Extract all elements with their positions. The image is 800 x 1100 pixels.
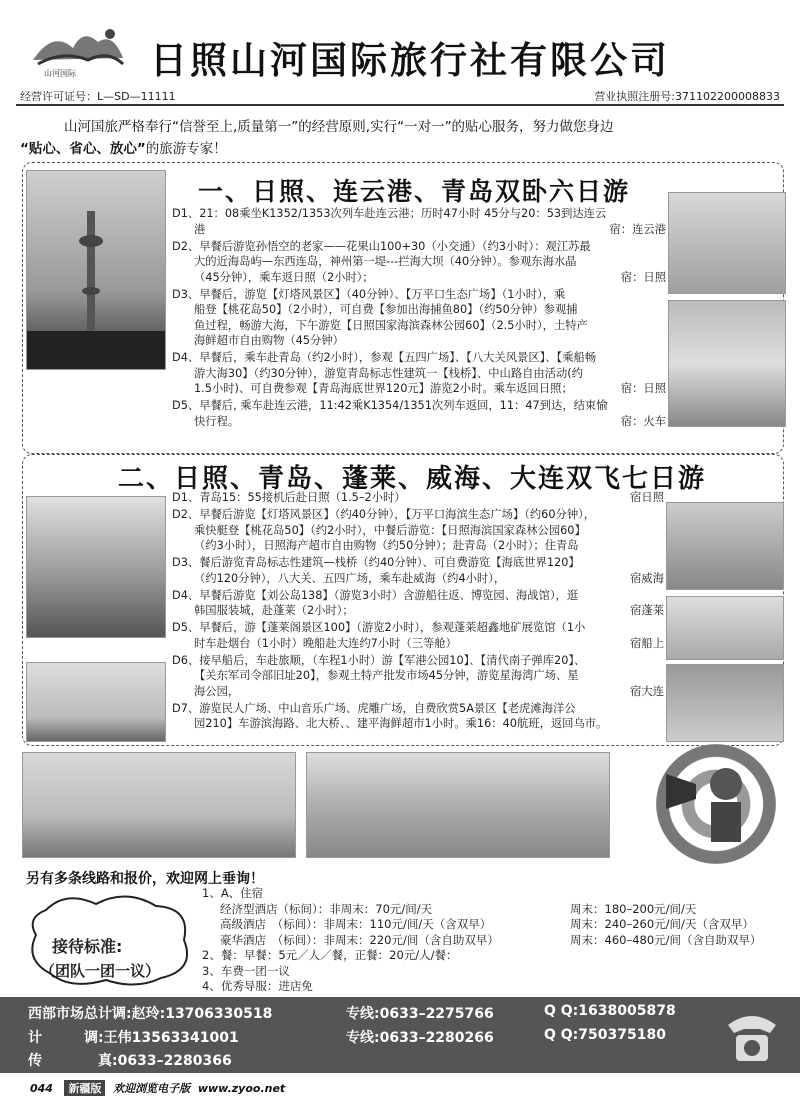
hotel-economy: 经济型酒店（标间）：非周末：70元/间/天 [220,901,433,916]
route-2-day-4-line [172,588,664,604]
hotel-luxury-weekend: 周末：460–480元/间（含自助双早） [570,932,762,947]
day-text: 鱼过程，畅游大海，下午游览【日照国家海滨森林公园60】（2.5小时），土特产 [194,318,588,332]
day-text: 早餐后，游【蓬莱阁景区100】（游览2小时），参观蓬莱超鑫地矿展览馆（1小 [199,621,586,634]
more-routes-notice: 另有多条线路和报价，欢迎网上垂询！ [26,871,264,887]
route-2-day-6-line [172,653,664,669]
day-text: 游览民人广场、中山音乐广场、虎雕广场，自费欣赏5A景区【老虎滩海洋公 [199,701,576,715]
beach-photo [668,300,786,427]
route-1-day-3-line [172,302,666,318]
tv-tower-photo [26,170,166,370]
route-1-itinerary [172,206,666,446]
route-1-day-1-line [172,222,666,238]
bridge-photo [666,664,784,742]
day-text: 接早船后，车赴旅顺，（车程1小时）游【军港公园10】、【清代南子弹库20】、 [199,653,586,667]
hotel-premium-weekend: 周末：240–260元/间/天（含双早） [570,917,754,931]
sail-sculpture-photo [668,192,786,294]
route-2-day-7-line [172,701,664,717]
mountain-photo [666,502,784,590]
route-2-day-2 [172,507,664,554]
day-text: （约3小时），日照海产超市自由购物（约50分钟）；赴青岛（2小时）；住青岛 [194,539,579,552]
route-1-day-5-line [172,414,666,430]
standard-line-guide: 4、优秀导服：进店免 [202,979,313,993]
day-stay: 宿：火车 [620,414,666,428]
intro-text [20,116,790,160]
company-logo [28,20,128,68]
tower-icon [27,171,165,369]
day-stay: 宿：日照 [620,382,666,395]
contact-row-1-name: 西部市场总计调:赵玲:13706330518 [28,1006,273,1022]
day-label: D2、 [172,239,200,253]
route-1-day-2 [172,239,666,286]
route-1-day-4-line [172,350,666,366]
day-label: D4、 [172,351,200,364]
hotel-premium: 高级酒店 （标间）：非周末：110元/间/天（含双早） [220,917,492,931]
route-2-day-3-line [172,571,664,587]
route-2-day-6-line [172,684,664,700]
route-1-day-4 [172,350,666,397]
route-2-day-6 [172,653,664,700]
day-text: 乘快艇登【桃花岛50】（约2小时），中餐后游览：【日照海滨国家森林公园60】 [194,523,586,537]
day-label: D5、 [172,621,200,634]
buddha-photo [26,496,166,638]
hotel-luxury: 豪华酒店 （标间）：非周末：220元/间（含自助双早） [220,932,499,947]
route-1-day-1 [172,206,666,237]
route-1-day-2-line [172,239,666,255]
day-text: 大的近海岛屿—东西连岛，神州第一堤---拦海大坝（40分钟）。参观东海水晶 [194,255,577,268]
telephone-icon [720,1005,784,1067]
contact-row-1-qq: Q Q:1638005878 [544,1003,676,1019]
reception-standard-badge [26,890,196,990]
standard-line-vehicle: 3、车费一团一议 [202,963,290,978]
route-1-day-3-line [172,287,666,303]
day-text: 早餐后游览【刘公岛138】（游览3小时）含游船往返、博览园、海战馆），逛 [199,588,579,602]
day-text: 早餐后游览孙悟空的老家——花果山100+30（小交通）（约3小时）：观江苏最 [199,239,591,253]
route-2-day-4-line [172,603,664,619]
plaza-photo [26,662,166,742]
route-1-day-5-line [172,398,666,414]
day-label: D1、 [172,491,200,504]
footer-text: 欢迎浏览电子版 [113,1082,191,1095]
route-2-day-5-line [172,636,664,652]
route-2-day-2-line [172,523,664,539]
standard-line-meals: 2、餐：早餐：5元／人／餐，正餐：20元/人/餐： [202,948,458,962]
contact-row-2-qq: Q Q:750375180 [544,1027,666,1043]
route-2-day-6-line [172,668,664,684]
day-label: D3、 [172,287,200,301]
route-2-day-1-line [172,490,664,506]
day-text: 早餐后, 乘车赴连云港，11:42乘K1354/1351次列车返回，11：47到达，结束愉 [199,399,608,412]
page-number: 044 [30,1082,53,1095]
route-1-day-3-line [172,318,666,334]
day-text: 早餐后，乘车赴青岛（约2小时），参观【五四广场】、【八大关风景区】、【乘船畅 [199,351,597,364]
company-name: 日照山河国际旅行社有限公司 [150,39,670,82]
route-2-day-4 [172,588,664,619]
route-2-day-5 [172,620,664,651]
edition-tag: 新疆版 [64,1080,105,1096]
standard-subtitle: （团队一团一议） [40,962,161,980]
day-stay: 宿蓬莱 [630,604,664,617]
logo-caption: 山河国际 [44,69,76,78]
day-label: D6、 [172,653,200,667]
standard-details [202,886,782,995]
contact-bar [0,997,800,1073]
day-stay: 宿威海 [630,571,664,585]
umbrella-beach-photo [666,596,784,660]
route-1-day-1-line [172,206,666,222]
day-label: D4、 [172,588,200,602]
route-2-day-2-line [172,507,664,523]
intro-line-2: 的旅游专家！ [145,141,227,157]
footer-url[interactable]: www.zyoo.net [197,1082,286,1095]
day-label: D5、 [172,399,200,412]
day-stay: 宿日照 [630,491,664,504]
day-text: 时车赴烟台（1小时）晚船赴大连约7小时（三等舱） [194,636,457,650]
day-text: 港 [194,222,206,236]
day-text: 青岛15：55接机后赴日照（1.5–2小时） [199,491,406,504]
page-footer [30,1080,285,1096]
day-text: （45分钟），乘车返日照（2小时）； [194,270,374,284]
day-stay: 宿船上 [630,636,664,650]
day-text: 21：08乘坐K1352/1353次列车赴连云港；历时47小时 45分与20：53到达连云 [199,207,607,220]
route-2-day-2-line [172,538,664,554]
header-divider [16,104,784,106]
megaphone-icon [656,744,776,864]
hotel-economy-weekend: 周末：180–200元/间/天 [570,901,697,916]
route-1-title: 一、日照、连云港、青岛双卧六日游 [198,177,631,206]
route-1-day-2-line [172,254,666,270]
route-2-day-3-line [172,555,664,571]
day-stay: 宿：日照 [620,270,666,284]
route-2-itinerary [172,490,664,740]
megaphone-woman-graphic [656,744,776,864]
intro-line-1: 山河国旅严格奉行“信誉至上,质量第一”的经营原则,实行“一对一”的贴心服务，努力做您身边 [64,119,614,135]
contact-row-1-line: 专线:0633–2275766 [346,1006,494,1022]
day-text: 早餐后，游览【灯塔风景区】（40分钟）、【万平口生态广场】（1小时），乘 [199,287,566,301]
bridge-beach-photo [306,752,610,858]
intro-slogan: “贴心、省心、放心” [20,141,146,157]
day-text: （约120分钟），八大关、五四广场，乘车赴威海（约4小时）， [194,571,506,585]
route-2-day-7 [172,701,664,732]
contact-row-2-line: 专线:0633–2280266 [346,1030,494,1046]
license-number: 经营许可证号：L—SD—11111 [20,90,176,103]
day-text: 早餐后游览【灯塔风景区】（约40分钟），【万平口海滨生态广场】（约60分钟）， [199,508,596,521]
day-text: 【关东军司令部旧址20】，参观土特产批发市场45分钟，游览星海湾广场、星 [194,669,579,682]
registration-number: 营业执照注册号:371102200008833 [594,90,780,103]
day-label: D1、 [172,207,200,220]
day-text: 海鲜超市自由购物（45分钟） [194,334,344,347]
day-text: 园210】车游滨海路、北大桥、、建平海鲜超市1小时。乘16：40航班，返回乌市。 [194,717,608,730]
day-text: 韩国服装城，赴蓬莱（2小时）； [194,604,354,617]
day-label: D7、 [172,701,200,715]
route-2-title: 二、日照、青岛、蓬莱、威海、大连双飞七日游 [118,464,707,494]
contact-row-3-fax: 传 真:0633–2280366 [28,1053,232,1069]
route-2-day-7-line [172,716,664,732]
day-text: 海公园， [194,684,240,698]
day-stay: 宿大连 [630,684,664,698]
day-text: 餐后游览青岛标志性建筑—栈桥（约40分钟）、可自费游览【海底世界120】 [199,556,580,569]
route-2-day-3 [172,555,664,586]
standard-line-accommodation: 1、A、住宿 [202,886,264,900]
day-text: 1.5小时)、可自费参观【青岛海底世界120元】游览2小时。乘车返回日照； [194,382,573,395]
day-label: D2、 [172,508,200,521]
route-2-day-1 [172,490,664,506]
day-text: 船登【桃花岛50】（2小时），可自费【参加出海捕鱼80】（约50分钟）参观捕 [194,303,578,316]
route-1-day-2-line [172,270,666,286]
standard-title: 接待标准: [52,937,123,956]
contact-row-2-name: 计 调:王伟13563341001 [28,1030,239,1046]
route-1-day-4-line [172,366,666,382]
day-text: 游大海30】（约30分钟），游览青岛标志性建筑一【栈桥】、中山路自由活动(约 [194,366,584,380]
sculpture-park-photo [22,752,296,858]
route-2-day-5-line [172,620,664,636]
route-1-day-3 [172,287,666,349]
day-label: D3、 [172,556,200,569]
route-1-day-3-line [172,333,666,349]
route-1-day-5 [172,398,666,429]
route-1-day-4-line [172,381,666,397]
day-text: 快行程。 [194,414,240,428]
day-stay: 宿：连云港 [609,222,666,236]
